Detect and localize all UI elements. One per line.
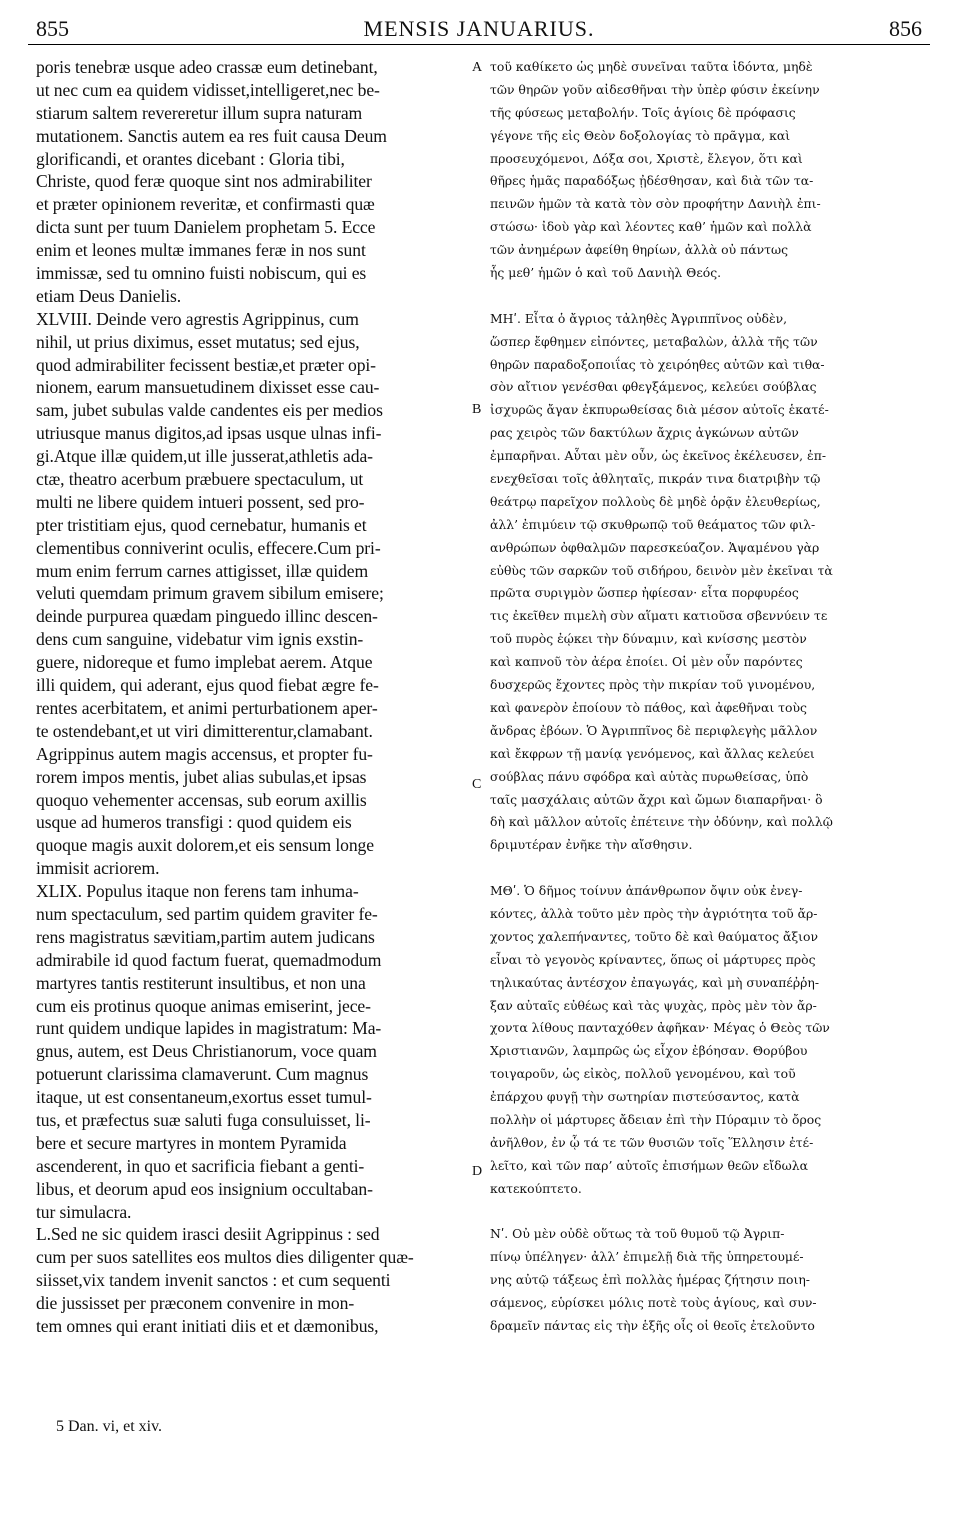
greek-line: καὶ φανερὸν ἐποίουν τὸ πάθος, καὶ ἀφεθῆναι τοὺς	[490, 699, 807, 715]
greek-line: τοῦ πυρὸς ἐῴκει τὴν δύναμιν, καὶ κνίσσης μεστὸν	[490, 631, 807, 647]
latin-line: etiam Deus Danielis.	[36, 285, 182, 306]
latin-line: siisset,vix tandem invenit sanctos : et cum sequenti	[36, 1270, 391, 1291]
greek-line	[490, 285, 922, 308]
margin-letter-c: C	[472, 777, 482, 792]
latin-line: deinde purpurea quædam pinguedo illinc descen-	[36, 606, 378, 627]
latin-line: illi quidem, qui aderant, ejus quod fiebat ægre fe-	[36, 675, 379, 696]
latin-line: glorificandi, et orantes dicebant : Gloria tibi,	[36, 148, 345, 169]
greek-column	[490, 56, 922, 1338]
greek-line: προσευχόμενοι, Δόξα σοι, Χριστὲ, ἔλεγον, ὅτι καὶ	[490, 150, 803, 166]
latin-line: cum eis protinus quoque animas emiserint, jece-	[36, 995, 371, 1016]
greek-line: σάμενος, εὑρίσκει μόλις ποτὲ τοὺς ἁγίους, καὶ συν-	[490, 1295, 817, 1311]
latin-line: ascenderent, in quo et sacrificia fiebant a genti-	[36, 1155, 365, 1176]
greek-line: θεάτρῳ παρεῖχον πολλοὺς δὲ μηδὲ ὁρᾷν ἐλευθερίως,	[490, 493, 821, 509]
running-title: MENSIS JANUARIUS.	[363, 16, 595, 41]
latin-line: quod admirabiliter fecissent bestiæ,et præter opi-	[36, 354, 376, 375]
greek-line: τῶν θηρῶν γοῦν αἰδεσθῆναι τὴν ὑπὲρ φύσιν ἐκείνην	[490, 81, 820, 97]
latin-line: Agrippinus autem magis accensus, et propter fu-	[36, 743, 373, 764]
latin-line: Christe, quod feræ quoque sint nos admirabiliter	[36, 171, 372, 192]
greek-line: τῆς φύσεως μεταβολήν. Τοῖς ἁγίοις δὲ πρόφασις	[490, 104, 796, 120]
greek-line: Χριστιανῶν, λαμπρῶς ὡς εἶχον ἐβόησαν. Θορύβου	[490, 1043, 808, 1059]
greek-line: γέγονε τῆς εἰς Θεὸν δοξολογίας τὸ πρᾶγμα, καὶ	[490, 127, 791, 143]
greek-line: δυσχερῶς ἔχοντες πρὸς τὴν πικρίαν τοῦ γινομένου,	[490, 677, 816, 693]
greek-line: ἧς μεθ’ ἡμῶν ὁ καὶ τοῦ Δανιὴλ Θεός.	[490, 265, 722, 281]
latin-line: rentes acerbitatem, et animi perturbationem aper-	[36, 697, 378, 718]
latin-line: poris tenebræ usque adeo crassæ eum detinebant,	[36, 57, 378, 77]
greek-line: ἄνδρας ἐβόων. Ὁ Ἀγριππῖνος δὲ περιφλεγὴς μᾶλλον	[490, 722, 818, 738]
greek-line: σούβλας πάνυ σφόδρα καὶ αὐτὰς πυρωθείσας, ὑπὸ	[490, 768, 809, 784]
latin-line: rens magistratus sævitiam,partim autem judicans	[36, 926, 375, 947]
latin-column	[36, 56, 470, 1338]
greek-line: σὸν αἴτιον γενέσθαι φθεγξάμενος, κελεύει σούβλας	[490, 379, 817, 395]
greek-line: κόντες, ἀλλὰ τοῦτο μὲν πρὸς τὴν ἀγριότητα τοῦ ἄρ-	[490, 905, 818, 921]
latin-line: admirabile id quod factum fuerat, quemadmodum	[36, 949, 382, 970]
greek-line: δραμεῖν πάντας εἰς τὴν ἑξῆς οἷς οἱ θεοῖς ἐτελοῦντο	[490, 1317, 815, 1333]
latin-line: immisit acriorem.	[36, 858, 160, 879]
greek-line: πρῶτα συριγμὸν ὥσπερ ἠφίεσαν· εἶτα πορφυρέος	[490, 585, 799, 601]
greek-line: χοντα λίθους πανταχόθεν ἀφῆκαν· Μέγας ὁ Θεὸς τῶν	[490, 1020, 830, 1036]
latin-line: dens cum sanguine, videbatur vim ignis exstin-	[36, 629, 364, 650]
greek-line: ἰσχυρῶς ἄγαν ἐκπυρωθείσας διὰ μέσον αὐτοῖς ἑκατέ-	[490, 402, 829, 418]
greek-line: καὶ καπνοῦ τὸν ἀέρα ἐποίει. Οἱ μὲν οὖν παρόντες	[490, 654, 803, 670]
greek-line: λεῖτο, καὶ τῶν παρ’ αὐτοῖς ἐπισήμων θεῶν εἴδωλα	[490, 1157, 808, 1173]
greek-line: δριμυτέραν ἐνῆκε τὴν αἴσθησιν.	[490, 837, 693, 853]
greek-line: τις ἐκεῖθεν πιμελὴ σὺν αἵματι κατιοῦσα σβεννύειν τε	[490, 608, 828, 624]
greek-line: τοιγαροῦν, ὡς εἰκὸς, πολλοῦ γενομένου, καὶ τοῦ	[490, 1066, 796, 1082]
greek-line: νης αὐτῷ τάξεως ἐπὶ πολλὰς ἡμέρας ζήτησιν ποιη-	[490, 1272, 810, 1288]
latin-line: tur simulacra.	[36, 1201, 132, 1222]
greek-line: πίνῳ ὑπέληγεν· ἀλλ’ ἐπιμελῇ διὰ τῆς ὑπηρετουμέ-	[490, 1249, 804, 1265]
latin-line: nihil, ut prius diximus, esset mutatus; sed ejus,	[36, 331, 360, 352]
latin-line: ctæ, theatro acerbum præbuere spectaculum, ut	[36, 469, 364, 490]
greek-line: Νʹ. Οὐ μὲν οὐδὲ οὕτως τὰ τοῦ θυμοῦ τῷ Ἀγριπ-	[490, 1226, 785, 1242]
greek-line: ρας χειρὸς τῶν δακτύλων ἄχρις ἀγκώνων αὐτῶν	[490, 425, 799, 441]
latin-line: utriusque manus digitos,ad ipsas usque ulnas infi-	[36, 423, 382, 444]
latin-line: dicta sunt per tuum Danielem prophetam 5. Ecce	[36, 217, 376, 238]
latin-line: clementibus conniverint oculis, effecere.Cum pri-	[36, 537, 381, 558]
greek-line: ξαν αὐταῖς εὐθέως καὶ τὰς ψυχὰς, πρὸς μὲν τὸν ἄρ-	[490, 997, 817, 1013]
greek-line: στώσω· ἰδοὺ γὰρ καὶ λέοντες καθ’ ἡμῶν καὶ πολλὰ	[490, 219, 812, 235]
latin-line: die jussisset per præconem convenire in mon-	[36, 1293, 355, 1314]
latin-line: et præter opinionem reveritæ, et confirmasti quæ	[36, 194, 375, 215]
greek-line: κατεκούπτετο.	[490, 1180, 582, 1196]
greek-line: ΜΘʹ. Ὁ δῆμος τοίνυν ἀπάνθρωπον ὄψιν οὐκ ἐνεγ-	[490, 883, 803, 899]
latin-line: pter tristitiam ejus, quod cernebatur, humanis et	[36, 514, 367, 535]
latin-line: ut nec cum ea quidem vidisset,intelligeret,nec be-	[36, 79, 380, 100]
margin-letter-a: A	[472, 60, 483, 75]
greek-line: τηλικαύτας ἀντέσχον ἐπαγωγάς, καὶ μὴ συναπέῤῥη-	[490, 974, 820, 990]
latin-line: nionem, earum mansuetudinem dixisset esse cau-	[36, 377, 380, 398]
latin-line: sam, jubet subulas valde candentes eis per medios	[36, 400, 383, 421]
greek-line: καὶ ἔκφρων τῇ μανίᾳ γενόμενος, καὶ ἄλλας κελεύει	[490, 745, 815, 761]
greek-line: θηρῶν παραδοξοποιΐας τὸ χειρόηθες αὐτῶν καὶ τιθα-	[490, 356, 825, 372]
header-rule	[28, 44, 930, 45]
latin-line: te ostendebant,et ut viri dimitterentur,clamabant.	[36, 720, 373, 741]
latin-line: guere, nidoreque et fumo implebat aerem. Atque	[36, 652, 373, 673]
latin-line: L.Sed ne sic quidem irasci desiit Agrippinus : sed	[36, 1224, 380, 1245]
greek-line: χοντος χαλεπήναντες, τοῦτο δὲ καὶ θαύματος ἄξιον	[490, 928, 819, 944]
latin-line: potuerunt clarissima clamaverunt. Cum magnus	[36, 1064, 369, 1085]
greek-line: ΜΗʹ. Εἶτα ὁ ἄγριος τἀληθὲς Ἀγριππῖνος οὐδὲν,	[490, 310, 788, 326]
latin-line: multi ne libere quidem intueri possent, sed pro-	[36, 491, 365, 512]
latin-line: tus, et præfectus suæ saluti fuga consuluisset, li-	[36, 1109, 371, 1130]
latin-line: XLIX. Populus itaque non ferens tam inhuma-	[36, 881, 359, 902]
latin-line: mutationem. Sanctis autem ea res fuit causa Deum	[36, 125, 387, 146]
greek-line: πολλὴν οἱ μάρτυρες ἄδειαν ἐπὶ τὴν Πύραμιν τὸ ὄρος	[490, 1111, 822, 1127]
latin-line: itaque, ut est consentaneum,exortus esset tumul-	[36, 1087, 372, 1108]
greek-line: πεινῶν ἡμῶν τὰ κατὰ τὸν σὸν προφήτην Δανιὴλ ἐπι-	[490, 196, 821, 212]
latin-line: cum per suos satellites eos multos dies diligenter quæ-	[36, 1247, 414, 1268]
latin-line: immissæ, sed tu omnino fuisti nobiscum, qui es	[36, 263, 367, 284]
latin-line: bere et secure martyres in montem Pyramida	[36, 1132, 347, 1153]
margin-letter-d: D	[472, 1164, 483, 1179]
latin-line: gnus, autem, est Deus Christianorum, voce quam	[36, 1041, 377, 1062]
latin-line: usque ad humeros transfigi : quod quidem eis	[36, 812, 352, 833]
latin-line: runt quidem undique lapides in magistratum: Ma-	[36, 1018, 382, 1039]
greek-line: τοῦ καθίκετο ὡς μηδὲ συνεῖναι ταῦτα ἰδόντα, μηδὲ	[490, 59, 813, 74]
latin-line: gi.Atque illæ quidem,ut ille jusserat,athletis ada-	[36, 446, 373, 467]
greek-line: ἐμπαρῆναι. Αὗται μὲν οὖν, ὡς ἐκεῖνος ἐκέλευσεν, ἐπ-	[490, 448, 827, 464]
greek-line: εὐθὺς τῶν σαρκῶν τοῦ σιδήρου, δεινὸν μὲν ἐκεῖναι τὰ	[490, 562, 833, 578]
latin-line: martyres tantis restiterunt insultibus, et non una	[36, 972, 366, 993]
greek-line: ενεχθεῖσαι τοῖς ἀθληταῖς, πικράν τινα διατριβὴν τῷ	[490, 471, 821, 487]
page-header	[36, 8, 922, 46]
greek-line: ἀνῆλθον, ἐν ᾧ τά τε τῶν θυσιῶν τοῖς Ἕλλησιν ἐτέ-	[490, 1134, 814, 1150]
latin-line: XLVIII. Deinde vero agrestis Agrippinus, cum	[36, 308, 359, 329]
greek-line	[490, 857, 922, 880]
page-number-left: 855	[36, 16, 69, 41]
page-number-right: 856	[889, 16, 922, 41]
latin-line: stiarum saltem revereretur illum supra naturam	[36, 102, 363, 123]
greek-line: ἐπάρχου φυγῇ τὴν σωτηρίαν πιστεύσαντος, κατὰ	[490, 1089, 800, 1105]
margin-letter-b: B	[472, 402, 482, 417]
footnote: 5 Dan. vi, et xiv.	[56, 1418, 163, 1435]
greek-line: ἀλλ’ ἐπιμύειν τῷ σκυθρωπῷ τοῦ θεάματος τῶν φιλ-	[490, 516, 816, 532]
latin-line: tem omnes qui erant initiati diis et et dæmonibus,	[36, 1315, 379, 1336]
greek-line	[490, 1201, 922, 1224]
greek-line: εἶναι τὸ γεγονὸς κρίναντες, ὅπως οἱ μάρτυρες πρὸς	[490, 951, 816, 967]
latin-line: libus, et deorum apud eos insignium occultaban-	[36, 1178, 373, 1199]
greek-line: ταῖς μασχάλαις αὐτῶν ἄχρι καὶ ὤμων διαπαρῆναι· ὃ	[490, 791, 823, 807]
latin-line: quoque magis auxit dolorem,et eis sensum longe	[36, 835, 374, 856]
greek-line: θῆρες ἡμᾶς παραδόξως ᾐδέσθησαν, καὶ διὰ τῶν τα-	[490, 173, 814, 189]
greek-line: ὥσπερ ἔφθημεν εἰπόντες, μεταβαλὼν, ἀλλὰ τῆς τῶν	[490, 333, 818, 349]
greek-line: δὴ καὶ μᾶλλον αὐτοῖς ἐπέτεινε τὴν ὀδύνην, καὶ πολλῷ	[490, 814, 833, 830]
latin-line: veluti quemdam primum gravem sibilum emisere;	[36, 583, 384, 604]
latin-line: enim et leones multæ immanes feræ in nos sunt	[36, 240, 366, 261]
latin-line: rorem impos mentis, jubet alias subulas,et ipsas	[36, 766, 367, 787]
greek-line: τῶν ἀνημέρων ἀφείθη θηρίων, ἀλλὰ οὐ πάντως	[490, 242, 789, 258]
latin-line: quoquo vehementer accensas, sub eorum axillis	[36, 789, 367, 810]
latin-line: num spectaculum, sed partim quidem graviter fe-	[36, 903, 378, 924]
greek-line: ανθρώπων ὀφθαλμῶν παρεσκεύαζον. Ἁψαμένου γὰρ	[490, 539, 820, 555]
latin-line: mum enim ferrum carnes attigisset, illæ quidem	[36, 560, 369, 581]
